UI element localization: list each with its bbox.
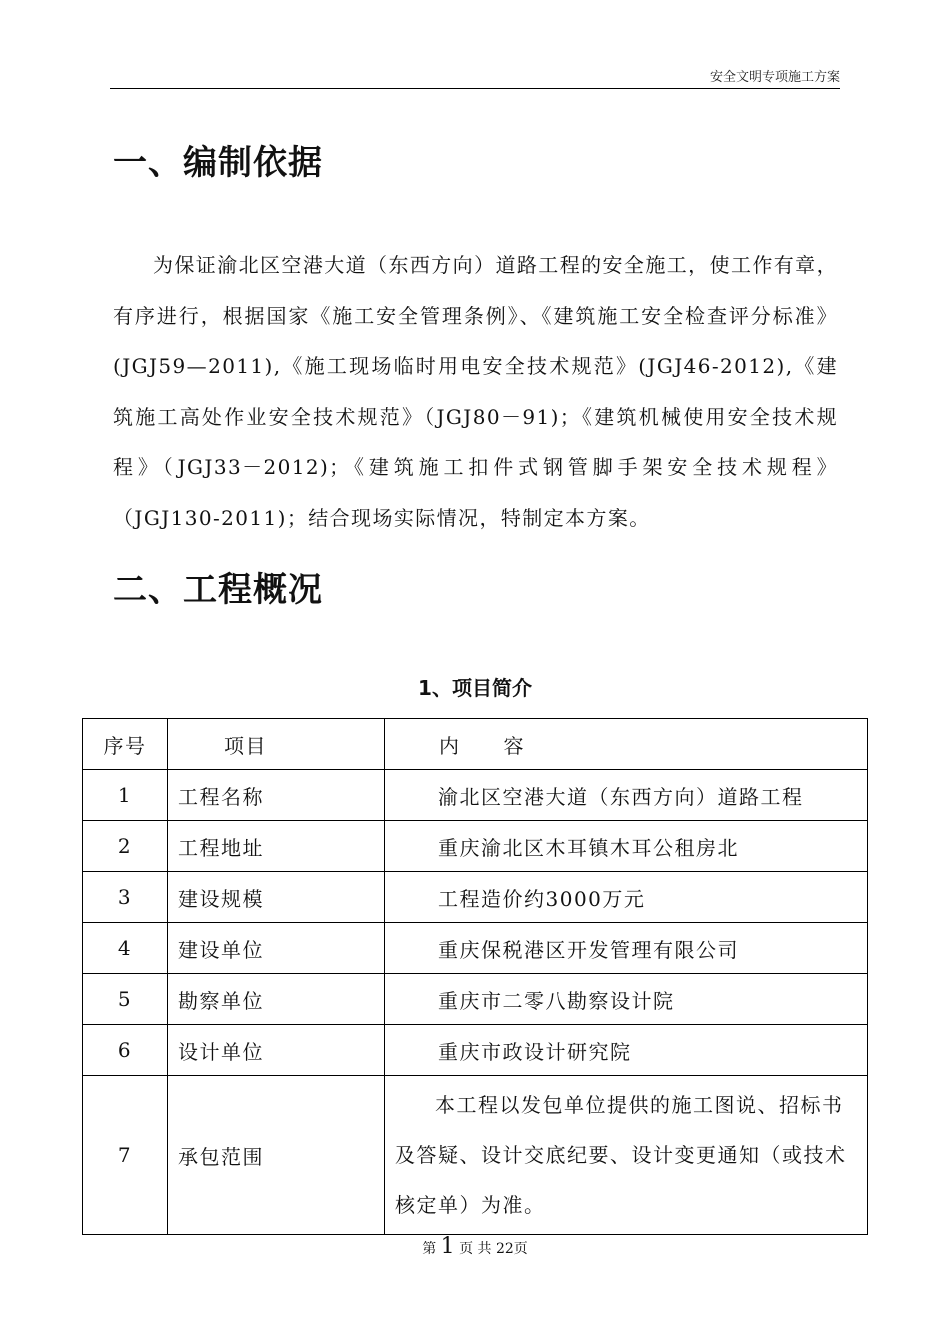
row-content: 渝北区空港大道（东西方向）道路工程 [385, 770, 868, 821]
row-no: 2 [83, 821, 168, 872]
row-item: 工程地址 [168, 821, 385, 872]
footer-prefix: 第 [422, 1241, 437, 1257]
table-row [83, 974, 868, 1025]
header-cell-content: 内 容 [385, 719, 868, 770]
header-rule [110, 88, 840, 89]
table-row [83, 1076, 868, 1235]
row-content: 重庆市政设计研究院 [385, 1025, 868, 1076]
project-info-table [82, 718, 868, 1235]
row-content: 重庆市二零八勘察设计院 [385, 974, 868, 1025]
page-header-title: 安全文明专项施工方案 [709, 70, 840, 85]
row-content: 工程造价约3000万元 [385, 872, 868, 923]
footer-suffix: 页 共 22页 [459, 1241, 528, 1257]
table-row [83, 872, 868, 923]
row-no: 6 [83, 1025, 168, 1076]
row-no: 1 [83, 770, 168, 821]
page-number: 1 [440, 1234, 455, 1259]
row-item: 工程名称 [168, 770, 385, 821]
table-header-row [83, 719, 868, 770]
row-item: 设计单位 [168, 1025, 385, 1076]
row-item: 建设单位 [168, 923, 385, 974]
table-caption: 1、项目简介 [418, 676, 532, 700]
header-cell-no: 序号 [83, 719, 168, 770]
basis-paragraph-block [113, 240, 838, 543]
row-item: 勘察单位 [168, 974, 385, 1025]
header-cell-item: 项目 [168, 719, 385, 770]
row-content: 重庆渝北区木耳镇木耳公租房北 [385, 821, 868, 872]
page-footer [0, 1234, 950, 1259]
table-row [83, 1025, 868, 1076]
row-no: 4 [83, 923, 168, 974]
table-row [83, 821, 868, 872]
table-row [83, 770, 868, 821]
basis-paragraph: 为保证渝北区空港大道（东西方向）道路工程的安全施工，使工作有章，有序进行，根据国家《施工安全管理条例》、《建筑施工安全检查评分标准》(JGJ59—2011),《施工现场临时用电安全技术规范》(JGJ46-2012),《建筑施工高处作业安全技术规范》（JGJ80－91)；《建筑机械使用安全技术规程》（JGJ33－2012)；《建筑施工扣件式钢管脚手架安全技术规程》（JGJ130-2011)；结合现场实际情况，特制定本方案。 [113, 253, 838, 530]
row-no: 3 [83, 872, 168, 923]
row-content: 本工程以发包单位提供的施工图说、招标书及答疑、设计交底纪要、设计变更通知（或技术核定单）为准。 [385, 1076, 868, 1235]
row-item: 承包范围 [168, 1076, 385, 1235]
row-item: 建设规模 [168, 872, 385, 923]
row-no: 5 [83, 974, 168, 1025]
section-heading-overview: 二、工程概况 [113, 570, 323, 610]
section-heading-basis: 一、编制依据 [113, 143, 323, 183]
row-content: 重庆保税港区开发管理有限公司 [385, 923, 868, 974]
row-no: 7 [83, 1076, 168, 1235]
table-row [83, 923, 868, 974]
